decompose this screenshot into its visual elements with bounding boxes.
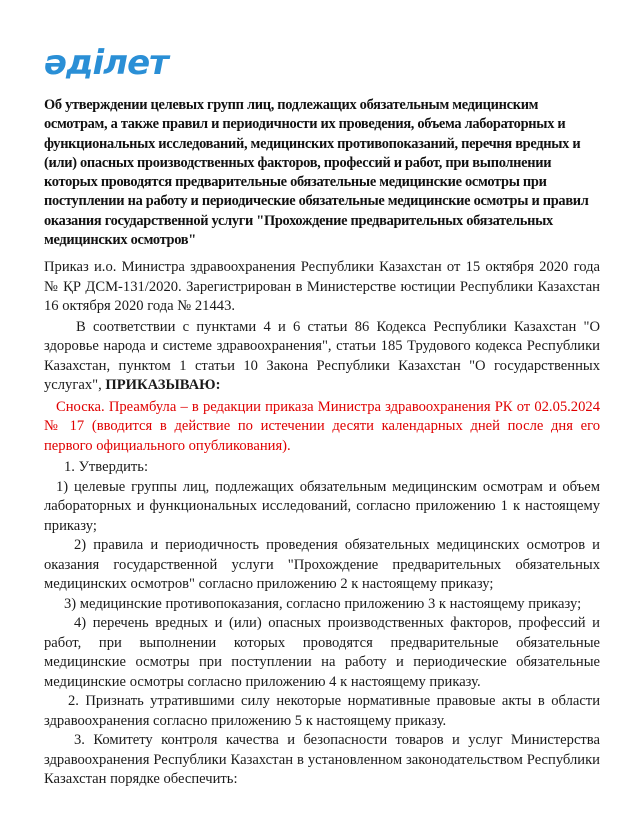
footnote: Сноска. Преамбула – в редакции приказа Министра здравоохранения РК от 02.05.2024 № 17 (вводится в действие по истечении десяти календарных дней после дня его первого официального опубликования). xyxy=(44,398,600,454)
item-1-1: 1) целевые группы лиц, подлежащих обязательным медицинским осмотрам и объем лабораторных и функциональных исследований, согласно приложению 1 к настоящему приказу; xyxy=(44,478,600,534)
item-1: 1. Утвердить: xyxy=(64,459,149,475)
item-1-3: 3) медицинские противопоказания, согласно приложению 3 к настоящему приказу; xyxy=(64,595,582,612)
logo-text: әділет xyxy=(44,43,168,83)
item-2: 2. Признать утратившими силу некоторые нормативные правовые акты в области здравоохранения согласно приложению 5 к настоящему приказу. xyxy=(44,693,600,729)
preamble-text: В соответствии с пунктами 4 и 6 статьи 86 Кодекса Республики Казахстан "О здоровье народа и системе здравоохранения", статьи 185 Трудового кодекса Республики Казахстан, пунктом 1 статьи 10 Закона Республики Казахстан "О государственных услугах", xyxy=(44,318,600,393)
item-3: 3. Комитету контроля качества и безопасности товаров и услуг Министерства здравоохранения Республики Казахстан в установленном законодательством Республики Казахстан порядке обеспечить: xyxy=(44,732,600,787)
adilet-logo xyxy=(44,40,184,84)
item-1-2: 2) правила и периодичность проведения обязательных медицинских осмотров и оказания государственной услуги "Прохождение предварительных обязательных медицинских осмотров" согласно приложению 2 к настоящему приказу; xyxy=(44,537,600,592)
item-1-4: 4) перечень вредных и (или) опасных производственных факторов, профессий и работ, при выполнении которых проводятся предварительные обязательные медицинские осмотры при поступлении на работу и периодические обязательные медицинские осмотры согласно приложению 4 к настоящему приказу. xyxy=(44,615,600,690)
document-body xyxy=(44,258,600,790)
preamble xyxy=(44,318,600,396)
document-title: Об утверждении целевых групп лиц, подлежащих обязательным медицинским осмотрам, а также правил и периодичности их проведения, объема лабораторных и функциональных исследований, медицинских противопоказаний, перечня вредных и (или) опасных производственных факторов, профессий и работ, при выполнении которых проводятся предварительные обязательные медицинские осмотры при поступлении на работу и периодические обязательные медицинские осмотры и правил оказания государственной услуги "Прохождение предварительных обязательных медицинских осмотров" xyxy=(44,97,589,249)
order-reference: Приказ и.о. Министра здравоохранения Республики Казахстан от 15 октября 2020 года № ҚР ДСМ-131/2020. Зарегистрирован в Министерстве юстиции Республики Казахстан 16 октября 2020 года № 21443. xyxy=(44,259,600,314)
order-word: ПРИКАЗЫВАЮ: xyxy=(105,377,221,393)
